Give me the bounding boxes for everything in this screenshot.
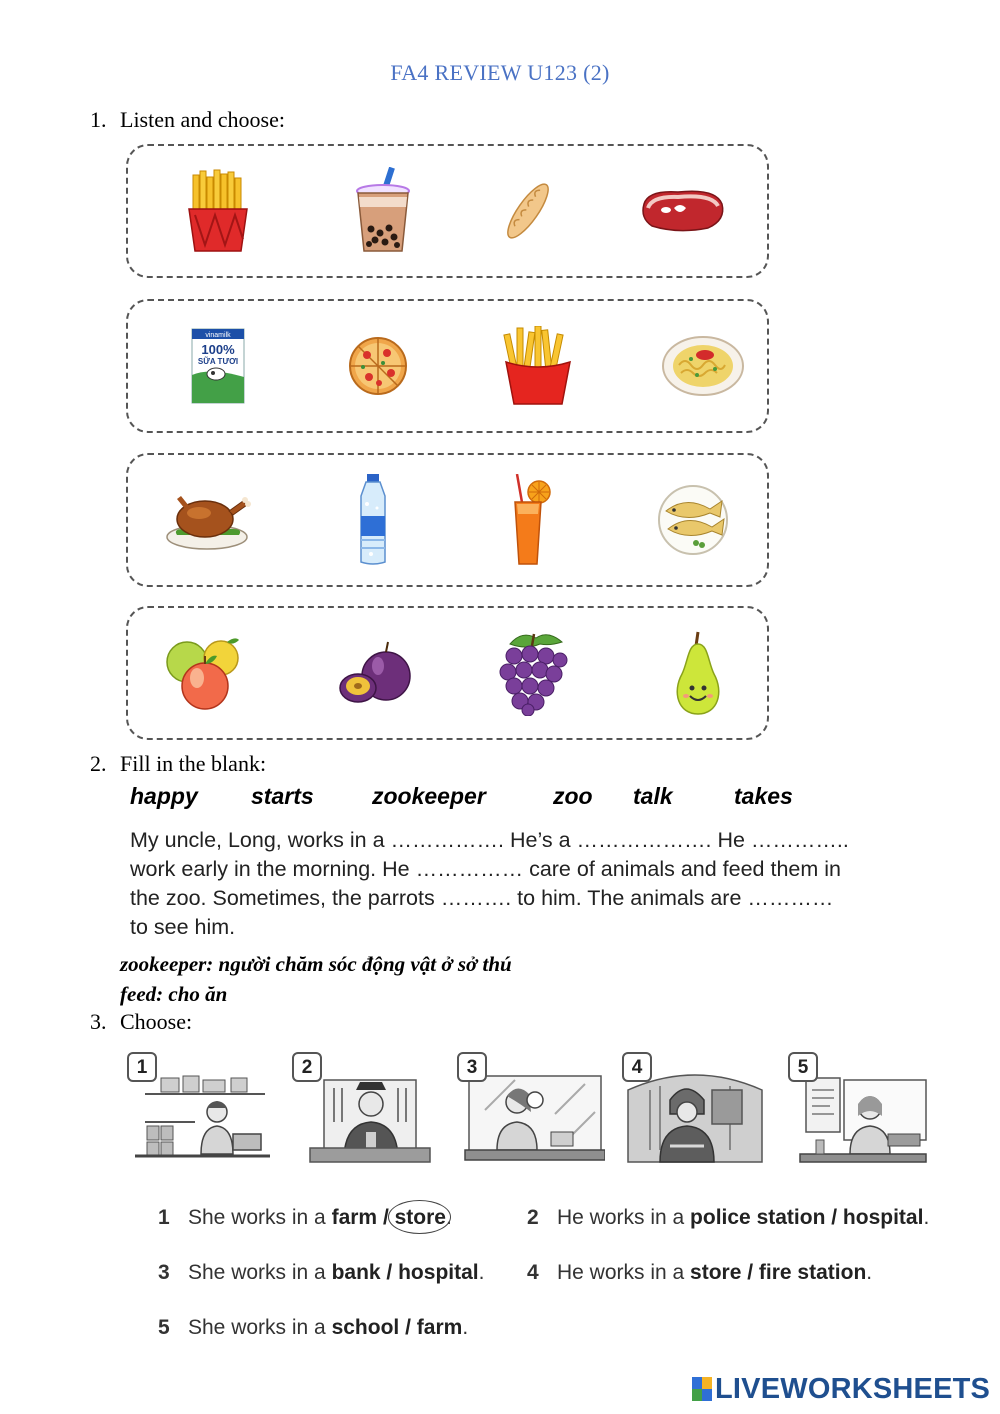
passage-text: care of animals and feed them in: [523, 857, 841, 881]
section-1-heading: [90, 107, 285, 133]
fries-box-icon[interactable]: [138, 146, 298, 276]
fish-plate-icon[interactable]: [613, 455, 773, 585]
word-bank-item: starts: [251, 783, 314, 809]
blank-6[interactable]: …………: [747, 886, 834, 910]
item-end: .: [462, 1316, 469, 1339]
logo-text: LIVEWORKSHEETS: [715, 1372, 991, 1405]
item-prefix: He works in a: [557, 1261, 691, 1284]
fill-blank-passage: [130, 826, 920, 942]
item-prefix: He works in a: [557, 1206, 691, 1229]
section-2-heading: [90, 751, 266, 777]
bubble-tea-icon[interactable]: [303, 146, 463, 276]
passage-line: [130, 855, 920, 884]
option-store-circled[interactable]: store: [394, 1206, 446, 1229]
passage-text: the zoo. Sometimes, the parrots: [130, 886, 441, 910]
item-end: .: [866, 1261, 873, 1284]
passage-text: work early in the morning. He: [130, 857, 416, 881]
word-bank-item: takes: [734, 783, 793, 809]
scene-5-school: [786, 1050, 936, 1178]
option-separator: /: [741, 1261, 759, 1284]
passage-text: He’s a: [504, 828, 577, 852]
blank-3[interactable]: …………..: [750, 828, 849, 852]
scene-number-badge: 2: [292, 1052, 322, 1082]
passage-text: My uncle, Long, works in a: [130, 828, 391, 852]
apples-icon[interactable]: [123, 608, 283, 738]
option-farm[interactable]: farm: [331, 1206, 378, 1229]
water-bottle-icon[interactable]: [293, 455, 453, 585]
choice-item-2: [527, 1206, 929, 1230]
option-farm[interactable]: farm: [416, 1316, 463, 1339]
passage-line: [130, 826, 920, 855]
logo-mark-icon: [692, 1377, 712, 1401]
food-row-3: [126, 453, 769, 587]
option-separator: /: [825, 1206, 843, 1229]
option-separator: /: [399, 1316, 417, 1339]
section-number: 3.: [90, 1009, 107, 1034]
pear-icon[interactable]: [618, 608, 778, 738]
item-prefix: She works in a: [188, 1316, 332, 1339]
blank-2[interactable]: ……………….: [576, 828, 712, 852]
item-number: 1: [158, 1206, 170, 1229]
item-number: 3: [158, 1261, 170, 1284]
passage-text: to him. The animals are: [511, 886, 748, 910]
scene-1-store: [125, 1050, 275, 1178]
choice-item-1: [158, 1206, 452, 1230]
word-bank-item: talk: [633, 783, 673, 809]
section-number: 2.: [90, 751, 107, 776]
roast-chicken-icon[interactable]: [128, 455, 288, 585]
grapes-icon[interactable]: [450, 608, 610, 738]
item-prefix: She works in a: [188, 1261, 332, 1284]
fries-icon[interactable]: [458, 301, 618, 431]
page-title: FA4 REVIEW U123 (2): [390, 60, 610, 85]
passage-text: He: [711, 828, 751, 852]
pizza-icon[interactable]: [298, 301, 458, 431]
section-label: Fill in the blank:: [120, 751, 267, 776]
option-separator: /: [380, 1261, 399, 1284]
blank-4[interactable]: ……………: [415, 857, 524, 881]
steak-icon[interactable]: [603, 146, 763, 276]
item-prefix: She works in a: [188, 1206, 332, 1229]
option-school[interactable]: school: [331, 1316, 400, 1339]
scene-number-badge: 5: [788, 1052, 818, 1082]
option-store[interactable]: store: [690, 1261, 742, 1284]
option-hospital[interactable]: hospital: [842, 1206, 924, 1229]
passage-line: [130, 884, 920, 913]
option-bank[interactable]: bank: [331, 1261, 381, 1284]
word-bank-item: happy: [130, 783, 198, 809]
passage-line: [130, 913, 920, 942]
section-number: 1.: [90, 107, 107, 132]
gloss-feed: feed: cho ăn: [120, 982, 228, 1006]
item-end: .: [478, 1261, 485, 1284]
choice-item-3: [158, 1261, 484, 1285]
section-label: Listen and choose:: [120, 107, 285, 132]
plums-icon[interactable]: [298, 608, 458, 738]
noodles-plate-icon[interactable]: [623, 301, 783, 431]
item-end: .: [445, 1206, 452, 1229]
word-bank-item: zoo: [553, 783, 593, 809]
food-row-1: [126, 144, 769, 278]
liveworksheets-logo[interactable]: [692, 1372, 990, 1406]
gloss-zookeeper: zookeeper: người chăm sóc động vật ở sở thú: [120, 952, 512, 976]
option-fire-station[interactable]: fire station: [758, 1261, 867, 1284]
blank-1[interactable]: …………….: [390, 828, 504, 852]
scene-number-badge: 1: [127, 1052, 157, 1082]
item-number: 5: [158, 1316, 170, 1339]
item-end: .: [923, 1206, 930, 1229]
milk-brand-text: vinamilk: [205, 332, 231, 339]
milk-percent-text: 100%: [201, 342, 235, 357]
option-hospital[interactable]: hospital: [398, 1261, 479, 1284]
item-number: 4: [527, 1261, 539, 1284]
option-separator: /: [377, 1206, 395, 1229]
milk-carton-icon[interactable]: [138, 301, 298, 431]
choice-item-5: [158, 1316, 468, 1340]
item-number: 2: [527, 1206, 539, 1229]
scene-4-fire-station: [620, 1050, 770, 1178]
scene-number-badge: 3: [457, 1052, 487, 1082]
scene-2-police-station: [290, 1050, 440, 1178]
orange-juice-icon[interactable]: [448, 455, 608, 585]
milk-label-text: SỮA TƯƠI: [197, 357, 239, 366]
passage-text: to see him.: [130, 915, 236, 939]
choice-item-4: [527, 1261, 872, 1285]
food-row-2: [126, 299, 769, 433]
section-label: Choose:: [120, 1009, 193, 1034]
food-row-4: [126, 606, 769, 740]
blank-5[interactable]: ……….: [440, 886, 512, 910]
option-police-station[interactable]: police station: [690, 1206, 826, 1229]
scene-number-badge: 4: [622, 1052, 652, 1082]
scene-3-bank: [455, 1050, 605, 1178]
bread-icon[interactable]: [448, 146, 608, 276]
section-3-heading: [90, 1009, 192, 1035]
word-bank-item: zookeeper: [372, 783, 486, 809]
